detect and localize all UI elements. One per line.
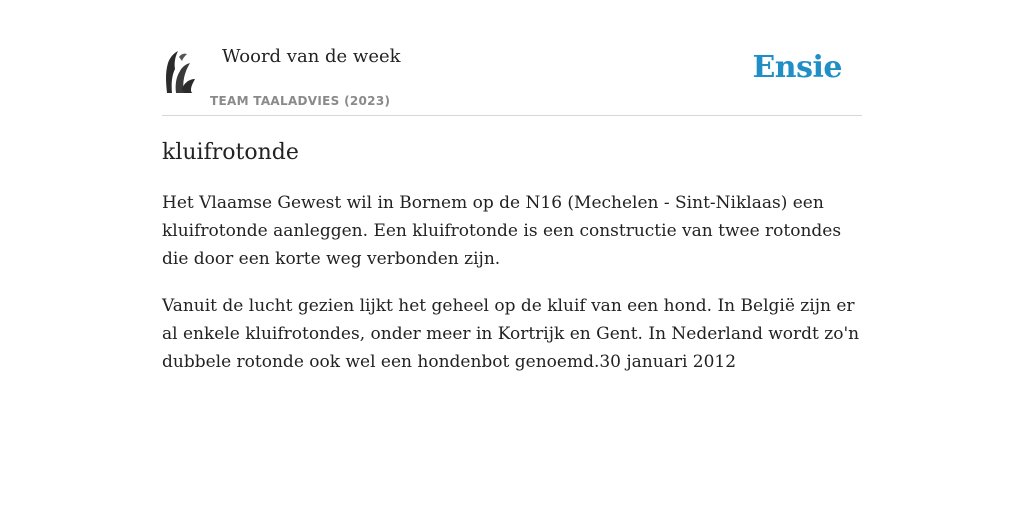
paragraph-text: Vanuit de lucht gezien lijkt het geheel op de kluif van een hond. In België zijn er al enkele kluifrotondes, onder meer in Kortrijk en Gent. In Nederland wordt zo'n dubbele rotonde ook wel een hondenbot genoemd. [162, 296, 860, 372]
paragraph [162, 292, 862, 376]
author-label: TEAM TAALADVIES (2023) [210, 94, 391, 108]
article-date: 30 januari 2012 [599, 352, 737, 372]
headword: kluifrotonde [162, 140, 299, 165]
brand-logo[interactable]: Ensie [752, 50, 842, 85]
article-header [162, 44, 862, 116]
article-card [162, 44, 862, 393]
paragraph-text: Het Vlaamse Gewest wil in Bornem op de N16 (Mechelen - Sint-Niklaas) een kluifrotonde aanleggen. Een kluifrotonde is een constructie van twee rotondes die door een korte weg verbonden zijn. [162, 193, 842, 269]
paragraph [162, 189, 862, 273]
series-title: Woord van de week [222, 46, 401, 67]
flemish-lion-logo-icon [162, 49, 198, 95]
